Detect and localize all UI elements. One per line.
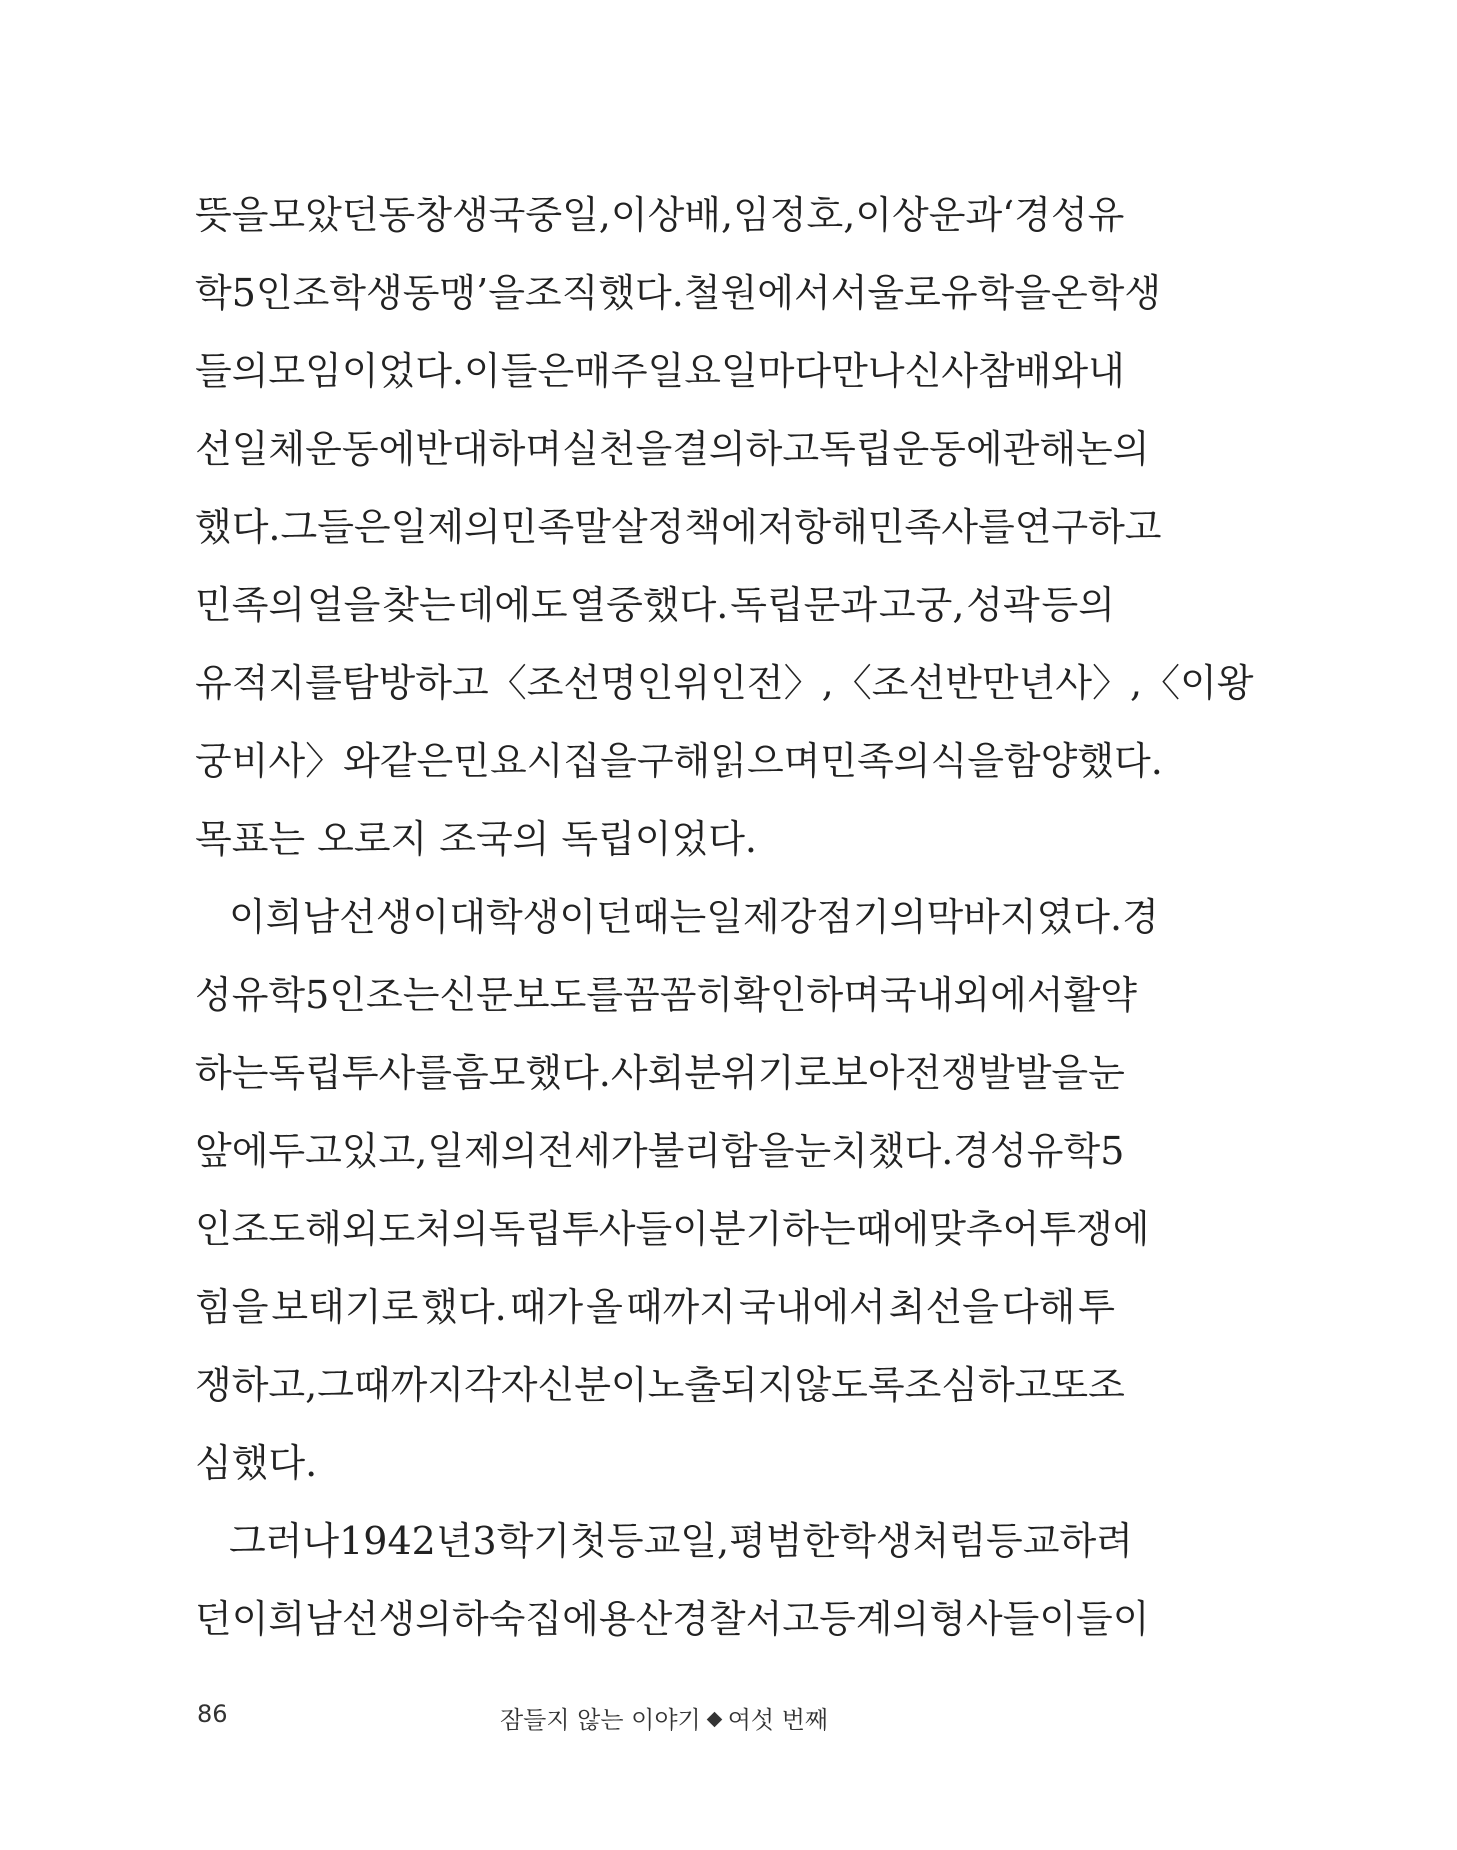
word: 민족사를 <box>867 505 1015 549</box>
word: 독립투사를 <box>268 1051 452 1095</box>
word: 온 <box>1050 271 1088 315</box>
word: 두고 <box>268 1129 342 1173</box>
word: 때에 <box>855 1207 930 1251</box>
word: 들이 <box>1076 1597 1150 1641</box>
word: 민족의 <box>195 583 306 627</box>
word: 독립문과 <box>730 583 878 627</box>
word: 관해 <box>1002 427 1077 471</box>
word: 활약 <box>1063 973 1137 1017</box>
word: 국내외에서 <box>879 973 1064 1017</box>
word: 등의 <box>1041 583 1115 627</box>
text-line <box>195 1268 1115 1346</box>
word: 이희남 <box>231 1597 342 1641</box>
word: 국중일, <box>488 193 611 237</box>
word: 등교일, <box>606 1519 730 1563</box>
diamond-icon <box>706 1712 722 1728</box>
word: 보도를 <box>512 973 623 1017</box>
word: 3학기 <box>472 1519 571 1563</box>
text-line <box>195 1034 1125 1112</box>
text-line <box>195 644 1254 722</box>
word: 〈조선반만년사〉, <box>833 661 1143 705</box>
word: 이들은 <box>464 349 575 393</box>
word: 고등계의 <box>782 1597 930 1641</box>
word: 그들은 <box>280 505 391 549</box>
book-title: 잠들지 않는 이야기 <box>500 1706 701 1734</box>
word: 투 <box>1078 1285 1115 1329</box>
word: 〈이왕 <box>1142 661 1254 705</box>
word: 논의 <box>1076 427 1150 471</box>
word: 다해 <box>1001 1285 1076 1329</box>
word: 구해 <box>636 739 711 783</box>
word: 눈치챘다. <box>794 1129 954 1173</box>
word: 쟁하고, <box>195 1363 318 1407</box>
word: 신문 <box>439 973 513 1017</box>
word: 같은 <box>379 739 454 783</box>
word: 형사들이 <box>929 1597 1077 1641</box>
word: 결의하고 <box>672 427 820 471</box>
text-line <box>195 800 1115 878</box>
word: 조심하고 <box>904 1363 1052 1407</box>
text-line <box>195 1346 1125 1424</box>
word: 않도록 <box>794 1363 905 1407</box>
word: 뜻을 <box>195 193 269 237</box>
word: 일요일마다 <box>647 349 832 393</box>
word: 학5인조학생동맹’을 <box>195 271 525 315</box>
word: 5인조는 <box>305 973 440 1017</box>
word: 신사참배와 <box>904 349 1089 393</box>
word: 앞에 <box>195 1129 269 1173</box>
word: 1942년 <box>339 1519 473 1563</box>
word: 유적지를 <box>195 661 342 705</box>
text-line <box>195 176 1125 254</box>
word: 조 <box>1088 1363 1125 1407</box>
word: 선생의 <box>341 1597 452 1641</box>
text-line <box>195 1112 1125 1190</box>
text-line <box>195 1424 1115 1502</box>
word: 유학을 <box>940 271 1051 315</box>
text-line <box>195 1190 1150 1268</box>
word: 꼼꼼히 <box>623 973 734 1017</box>
body-text <box>195 176 1254 1658</box>
word: 던 <box>195 1597 232 1641</box>
word: 독립운동에 <box>819 427 1003 471</box>
word: 첫 <box>570 1519 607 1563</box>
word: 데에도 <box>457 583 568 627</box>
word: 인조도 <box>195 1207 306 1251</box>
word: 학생처럼 <box>839 1519 987 1563</box>
word: 독립투사들이 <box>488 1207 709 1251</box>
word: 독립이었다. <box>561 817 757 861</box>
word: 하숙집에 <box>451 1597 599 1641</box>
word: 내 <box>1088 349 1125 393</box>
word: 얼을 <box>306 583 381 627</box>
word: 그러나 <box>229 1519 340 1563</box>
word: 도처의 <box>378 1207 489 1251</box>
text-line <box>195 488 1162 566</box>
word: 이상배, <box>610 193 734 237</box>
word: 대학생이던 <box>449 895 633 939</box>
word: 함양했다. <box>1003 739 1163 783</box>
word: 연구하고 <box>1014 505 1162 549</box>
word: 발발을 <box>978 1051 1089 1095</box>
word: 임정호, <box>733 193 856 237</box>
word: 하는 <box>195 1051 269 1095</box>
word: 경 <box>1122 895 1159 939</box>
word: 신분이 <box>537 1363 648 1407</box>
word: 국내에서 <box>738 1285 886 1329</box>
word: 전쟁 <box>904 1051 978 1095</box>
word: 했다. <box>195 505 281 549</box>
word: ‘경성유 <box>1002 193 1125 237</box>
running-title <box>500 1700 829 1735</box>
word: 분위기로 <box>684 1051 832 1095</box>
word: 조국의 <box>439 817 550 861</box>
word: 때가 <box>509 1285 584 1329</box>
word: 서울로 <box>830 271 941 315</box>
word: 등교하려 <box>986 1519 1133 1563</box>
word: 각자 <box>464 1363 538 1407</box>
word: 심했다. <box>195 1441 318 1485</box>
text-line <box>195 1580 1150 1658</box>
word: 열중했다. <box>569 583 729 627</box>
word: 찾는 <box>382 583 456 627</box>
word: 맞추어 <box>929 1207 1040 1251</box>
word: 분기하는 <box>708 1207 856 1251</box>
word: 선생이 <box>339 895 450 939</box>
word: 눈 <box>1088 1051 1125 1095</box>
word: 모았던 <box>268 193 379 237</box>
word: 5 <box>1100 1129 1125 1173</box>
word: 조직했다. <box>524 271 684 315</box>
word: 확인하며 <box>733 973 880 1017</box>
word: 전세가 <box>537 1129 648 1173</box>
word: 그때까지 <box>317 1363 465 1407</box>
page-number: 86 <box>197 1700 228 1728</box>
word: 올 <box>586 1285 623 1329</box>
word: 보아 <box>831 1051 905 1095</box>
word: 이희남 <box>229 895 340 939</box>
page-footer <box>0 1700 1457 1740</box>
word: 또 <box>1051 1363 1089 1407</box>
word: 〈조선명인위인전〉, <box>488 661 834 705</box>
text-line <box>195 878 1159 956</box>
word: 들의 <box>195 349 269 393</box>
word: 이상운과 <box>855 193 1003 237</box>
word: 유학 <box>1026 1129 1101 1173</box>
word: 민족의식을 <box>820 739 1004 783</box>
word: 실천을 <box>562 427 673 471</box>
word: 일제강점기의 <box>706 895 927 939</box>
word: 투쟁에 <box>1039 1207 1150 1251</box>
word: 선일체운동에 <box>195 427 416 471</box>
text-line <box>195 332 1125 410</box>
word: 궁비사〉와 <box>195 739 380 783</box>
text-line <box>195 1502 1133 1580</box>
word: 해외 <box>305 1207 379 1251</box>
word: 일제의 <box>390 505 501 549</box>
word: 유학 <box>231 973 306 1017</box>
word: 읽으며 <box>710 739 821 783</box>
word: 고궁, <box>878 583 965 627</box>
word: 동창생 <box>378 193 489 237</box>
word: 민족말살정책에 <box>500 505 758 549</box>
word: 노출되지 <box>647 1363 795 1407</box>
word: 사회 <box>610 1051 685 1095</box>
word: 흠모했다. <box>451 1051 611 1095</box>
word: 반대하며 <box>415 427 563 471</box>
word: 일제의 <box>427 1129 538 1173</box>
word: 철원에서 <box>683 271 831 315</box>
word: 만나 <box>831 349 905 393</box>
word: 성 <box>195 973 232 1017</box>
word: 불리함을 <box>647 1129 795 1173</box>
word: 있고, <box>341 1129 428 1173</box>
word: 성곽 <box>966 583 1040 627</box>
word: 오로지 <box>317 817 428 861</box>
text-line <box>195 254 1162 332</box>
word: 탐방하고 <box>341 661 489 705</box>
text-line <box>195 722 1163 800</box>
word: 보태기로 <box>271 1285 419 1329</box>
word: 때는 <box>632 895 707 939</box>
word: 최선을 <box>888 1285 999 1329</box>
volume-label: 여섯 번째 <box>727 1706 829 1734</box>
word: 저항해 <box>757 505 868 549</box>
word: 때까지 <box>625 1285 736 1329</box>
word: 평범한 <box>729 1519 840 1563</box>
text-line <box>195 566 1115 644</box>
word: 모임이었다. <box>268 349 465 393</box>
word: 했다. <box>421 1285 507 1329</box>
word: 용산경찰서 <box>598 1597 783 1641</box>
word: 막바지였다. <box>926 895 1123 939</box>
word: 목표는 <box>195 817 306 861</box>
word: 매주 <box>574 349 648 393</box>
text-line <box>195 410 1150 488</box>
word: 힘을 <box>195 1285 269 1329</box>
word: 학생 <box>1087 271 1162 315</box>
text-line <box>195 956 1137 1034</box>
word: 경성 <box>953 1129 1027 1173</box>
word: 민요시집을 <box>453 739 637 783</box>
